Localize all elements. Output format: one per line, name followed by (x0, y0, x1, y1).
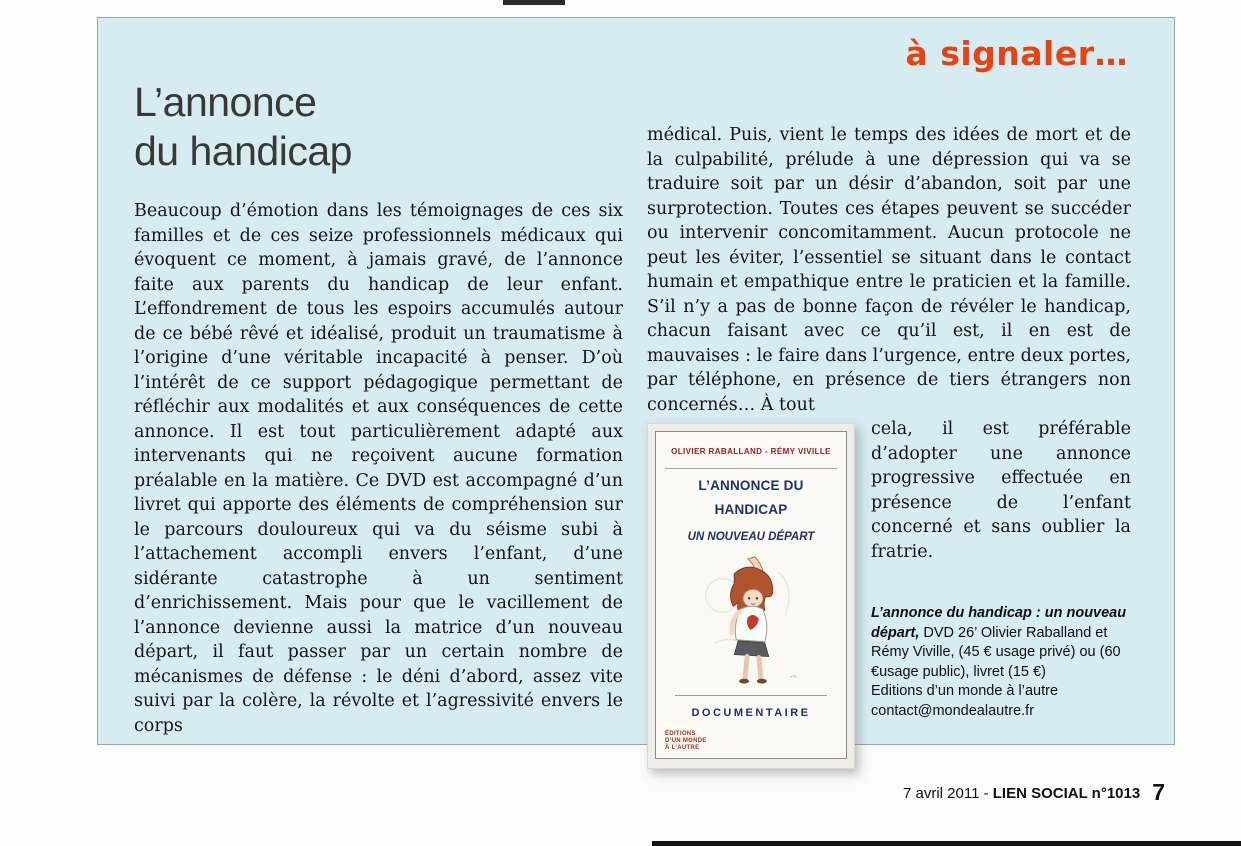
article-title (134, 78, 352, 176)
article-title-line2: du handicap (134, 128, 352, 174)
article-title-line1: L’annonce (134, 79, 317, 125)
scan-artifact-bottom (652, 841, 1241, 846)
footer-date: 7 avril 2011 - (903, 785, 993, 802)
footer-page-number: 7 (1152, 779, 1165, 805)
right-column-text-2: cela, il est préférable d’adopter une annonce progressive effectuée en présence de l’enfant concerné et sans oublier la fratrie. (871, 419, 1131, 562)
article-column-left (134, 199, 623, 738)
left-column-text: Beaucoup d’émotion dans les témoignages de ces six familles et de ces seize professionnels médicaux qui évoquent ce moment, à jamais gravé, de l’annonce faite aux parents du handicap de leur enfant. L’effondrement de tous les espoirs accumulés autour de ce bébé rêvé et idéalisé, produit un traumatisme à l’origine d’une véritable incapacité à penser. D’où l’intérêt de ce support pédagogique permettant de réfléchir aux modalités et aux conséquences de cette annonce. Il est tout particulièrement adapté aux intervenants qui ne reçoivent aucune formation préalable en la matière. Ce DVD est accompagné d’un livret qui apporte des éléments de compréhension sur le parcours douloureux qui va du séisme subi à l’attachement accompli envers l’enfant, d’une sidérante catastrophe à un sentiment d’enrichissement. Mais pour que le vacillement de l’annonce devienne aussi la matrice d’un nouveau départ, il faut passer par un certain nombre de mécanismes de défense : le déni d’abord, assez vite suivi par la colère, la révolte et l’agressivité envers le corps (134, 201, 623, 736)
article-column-right (647, 123, 1131, 777)
scan-artifact-top (503, 0, 565, 5)
footer-journal-name: LIEN SOCIAL n°1013 (992, 785, 1141, 802)
caption-email: contact@mondealautre.fr (871, 702, 1035, 719)
dvd-subtitle: UN NOUVEAU DÉPART (687, 530, 815, 543)
dvd-cover-face (655, 431, 847, 759)
dvd-title: L’ANNONCE DU HANDICAP (698, 477, 804, 517)
page-footer (903, 779, 1165, 806)
article-box (97, 17, 1175, 751)
dvd-cover (647, 423, 855, 769)
dvd-cover-photo (647, 423, 855, 769)
caption-body: DVD 26’ Olivier Raballand et Rémy Viville, (45 € usage privé) ou (60 €usage public), livret (15 €) (871, 624, 1121, 680)
dvd-publisher-logo: ÉDITIONS D’UN MONDE À L’AUTRE (665, 730, 707, 751)
section-header: à signaler… (905, 34, 1128, 73)
caption-title: L’annonce du handicap : un nouveau départ, (871, 605, 1127, 641)
caption-publisher: Editions d’un monde à l’autre (871, 683, 1059, 699)
dvd-cover-illustration-icon (669, 554, 833, 692)
dvd-genre: DOCUMENTAIRE (675, 695, 827, 726)
right-column-text-1: médical. Puis, vient le temps des idées de mort et de la culpabilité, prélude à une dépression qui va se traduire soit par un désir d’abandon, soit par une surprotection. Toutes ces étapes peuvent se succéder ou intervenir concomitamment. Aucun protocole ne peut les éviter, l’essentiel se situant dans le contact humain et empathique entre le praticien et la famille. S’il n’y a pas de bonne façon de révéler le handicap, chacun faisant avec ce qu’il est, il en est de mauvaises : le faire dans l’urgence, entre deux portes, par téléphone, en présence de tiers étrangers non concernés… À tout (647, 125, 1131, 415)
dvd-authors: OLIVIER RABALLAND - RÉMY VIVILLE (665, 440, 837, 469)
